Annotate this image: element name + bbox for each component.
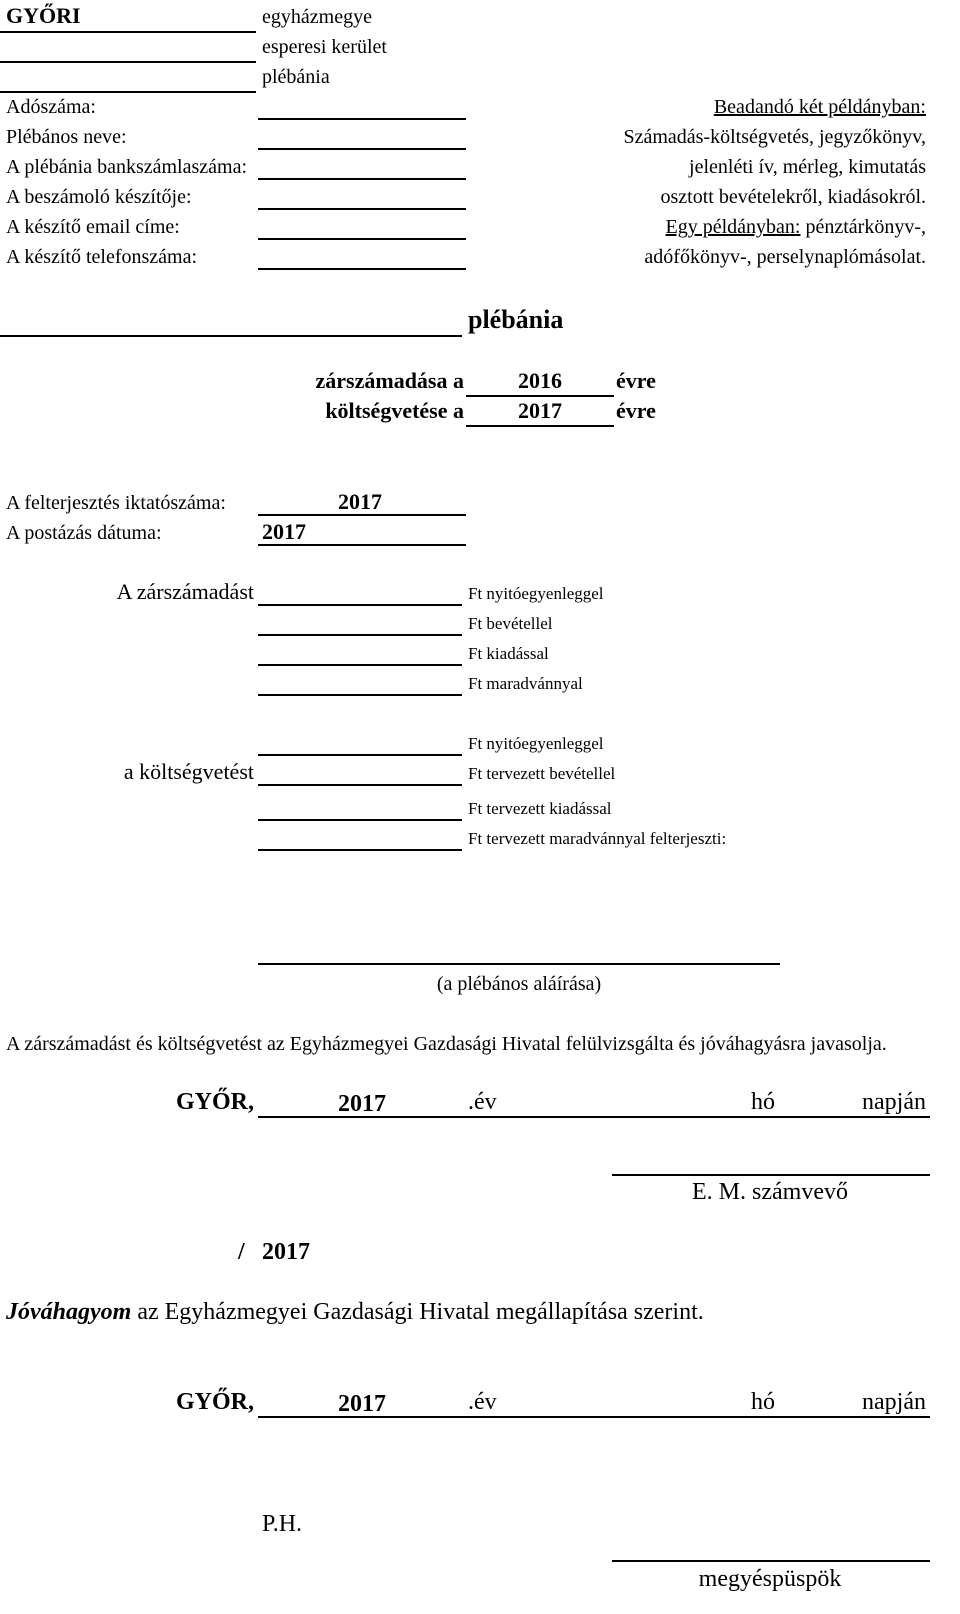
auditor-signature-line[interactable] bbox=[612, 1174, 930, 1176]
parish-field-line[interactable] bbox=[0, 91, 256, 93]
author-phone-field-line[interactable] bbox=[258, 268, 466, 270]
closing-opening-label: Ft nyitóegyenleggel bbox=[468, 584, 604, 603]
parish-suffix: plébánia bbox=[262, 66, 330, 88]
budget-expense-label: Ft tervezett kiadással bbox=[468, 799, 612, 818]
closing-remainder-label: Ft maradvánnyal bbox=[468, 674, 583, 693]
review-statement: A zárszámadást és költségvetést az Egyházmegyei Gazdasági Hivatal felülvizsgálta és jóváhagyásra javasolja. bbox=[6, 1033, 887, 1055]
postal-label: A postázás dátuma: bbox=[6, 522, 162, 544]
date1-year-suffix: .év bbox=[468, 1089, 497, 1115]
author-phone-label: A készítő telefonszáma: bbox=[6, 246, 198, 268]
budget-income-label: Ft tervezett bevétellel bbox=[468, 764, 616, 783]
parish-title-field-line[interactable] bbox=[0, 335, 462, 337]
date2-year: 2017 bbox=[338, 1391, 386, 1417]
date1-month: hó bbox=[751, 1089, 775, 1115]
bank-account-label: A plébánia bankszámlaszáma: bbox=[6, 156, 248, 178]
date2-day: napján bbox=[862, 1389, 926, 1415]
budget-unit: évre bbox=[616, 398, 656, 423]
budget-label: költségvetése a bbox=[325, 398, 464, 423]
approval-statement bbox=[6, 1300, 704, 1324]
tax-number-field-line[interactable] bbox=[258, 118, 466, 120]
approval-rest: az Egyházmegyei Gazdasági Hivatal megállapítása szerint. bbox=[131, 1299, 704, 1325]
bank-account-field-line[interactable] bbox=[258, 178, 466, 180]
closing-remainder-field-line[interactable] bbox=[258, 694, 462, 696]
budget-remainder-label: Ft tervezett maradvánnyal felterjeszti: bbox=[468, 829, 727, 848]
closing-opening-field-line[interactable] bbox=[258, 604, 462, 606]
budget-year-underline bbox=[466, 425, 614, 427]
bishop-signature-line[interactable] bbox=[612, 1560, 930, 1562]
date2-month: hó bbox=[751, 1389, 775, 1415]
budget-remainder-field-line[interactable] bbox=[258, 849, 462, 851]
author-email-field-line[interactable] bbox=[258, 238, 466, 240]
priest-name-field-line[interactable] bbox=[258, 148, 466, 150]
district-field-line[interactable] bbox=[0, 61, 256, 63]
closing-income-label: Ft bevétellel bbox=[468, 614, 553, 633]
closing-year: 2016 bbox=[518, 368, 562, 393]
diocese-name: GYŐRI bbox=[6, 3, 81, 28]
report-author-field-line[interactable] bbox=[258, 208, 466, 210]
priest-signature-label: (a plébános aláírása) bbox=[436, 973, 602, 995]
closing-year-underline bbox=[466, 395, 614, 397]
date2-year-suffix: .év bbox=[468, 1389, 497, 1415]
priest-name-label: Plébános neve: bbox=[6, 126, 127, 148]
budget-income-field-line[interactable] bbox=[258, 784, 462, 786]
closing-block-label: A zárszámadást bbox=[116, 579, 254, 604]
closing-label: zárszámadása a bbox=[315, 368, 464, 393]
date1-day: napján bbox=[862, 1089, 926, 1115]
seal-label: P.H. bbox=[262, 1511, 303, 1537]
priest-signature-line[interactable] bbox=[258, 963, 780, 965]
date2-city: GYŐR, bbox=[176, 1389, 254, 1415]
diocese-suffix: egyházmegye bbox=[262, 6, 372, 28]
two-copies-line3: osztott bevételekről, kiadásokról. bbox=[660, 186, 926, 208]
two-copies-heading: Beadandó két példányban: bbox=[713, 96, 926, 118]
one-copy-line2: adófőkönyv-, perselynaplómásolat. bbox=[644, 246, 926, 268]
auditor-title: E. M. számvevő bbox=[692, 1179, 848, 1205]
registration-field-line[interactable] bbox=[258, 514, 466, 516]
budget-year: 2017 bbox=[518, 398, 562, 423]
reference-slash: / bbox=[238, 1239, 245, 1265]
closing-expense-label: Ft kiadással bbox=[468, 644, 549, 663]
diocese-underline bbox=[0, 31, 256, 33]
report-author-label: A beszámoló készítője: bbox=[6, 186, 192, 208]
one-copy-line1 bbox=[666, 217, 926, 237]
parish-title: plébánia bbox=[468, 305, 564, 334]
closing-expense-field-line[interactable] bbox=[258, 664, 462, 666]
reference-year: 2017 bbox=[262, 1239, 310, 1265]
postal-value: 2017 bbox=[262, 519, 306, 544]
registration-label: A felterjesztés iktatószáma: bbox=[6, 492, 226, 514]
one-copy-heading: Egy példányban: bbox=[665, 216, 801, 238]
date1-city: GYŐR, bbox=[176, 1089, 254, 1115]
postal-field-line[interactable] bbox=[258, 544, 466, 546]
closing-income-field-line[interactable] bbox=[258, 634, 462, 636]
two-copies-line1: Számadás-költségvetés, jegyzőkönyv, bbox=[623, 126, 926, 148]
budget-opening-field-line[interactable] bbox=[258, 754, 462, 756]
author-email-label: A készítő email címe: bbox=[6, 216, 180, 238]
bishop-title: megyéspüspök bbox=[698, 1566, 842, 1592]
closing-unit: évre bbox=[616, 368, 656, 393]
budget-expense-field-line[interactable] bbox=[258, 819, 462, 821]
approval-bold-word: Jóváhagyom bbox=[6, 1299, 132, 1325]
registration-value: 2017 bbox=[338, 489, 382, 514]
two-copies-line2: jelenléti ív, mérleg, kimutatás bbox=[689, 156, 926, 178]
one-copy-line1-rest: pénztárkönyv-, bbox=[800, 216, 926, 238]
tax-number-label: Adószáma: bbox=[6, 96, 96, 118]
district-suffix: esperesi kerület bbox=[262, 36, 387, 58]
date1-year: 2017 bbox=[338, 1091, 386, 1117]
budget-block-label: a költségvetést bbox=[123, 759, 254, 784]
budget-opening-label: Ft nyitóegyenleggel bbox=[468, 734, 604, 753]
